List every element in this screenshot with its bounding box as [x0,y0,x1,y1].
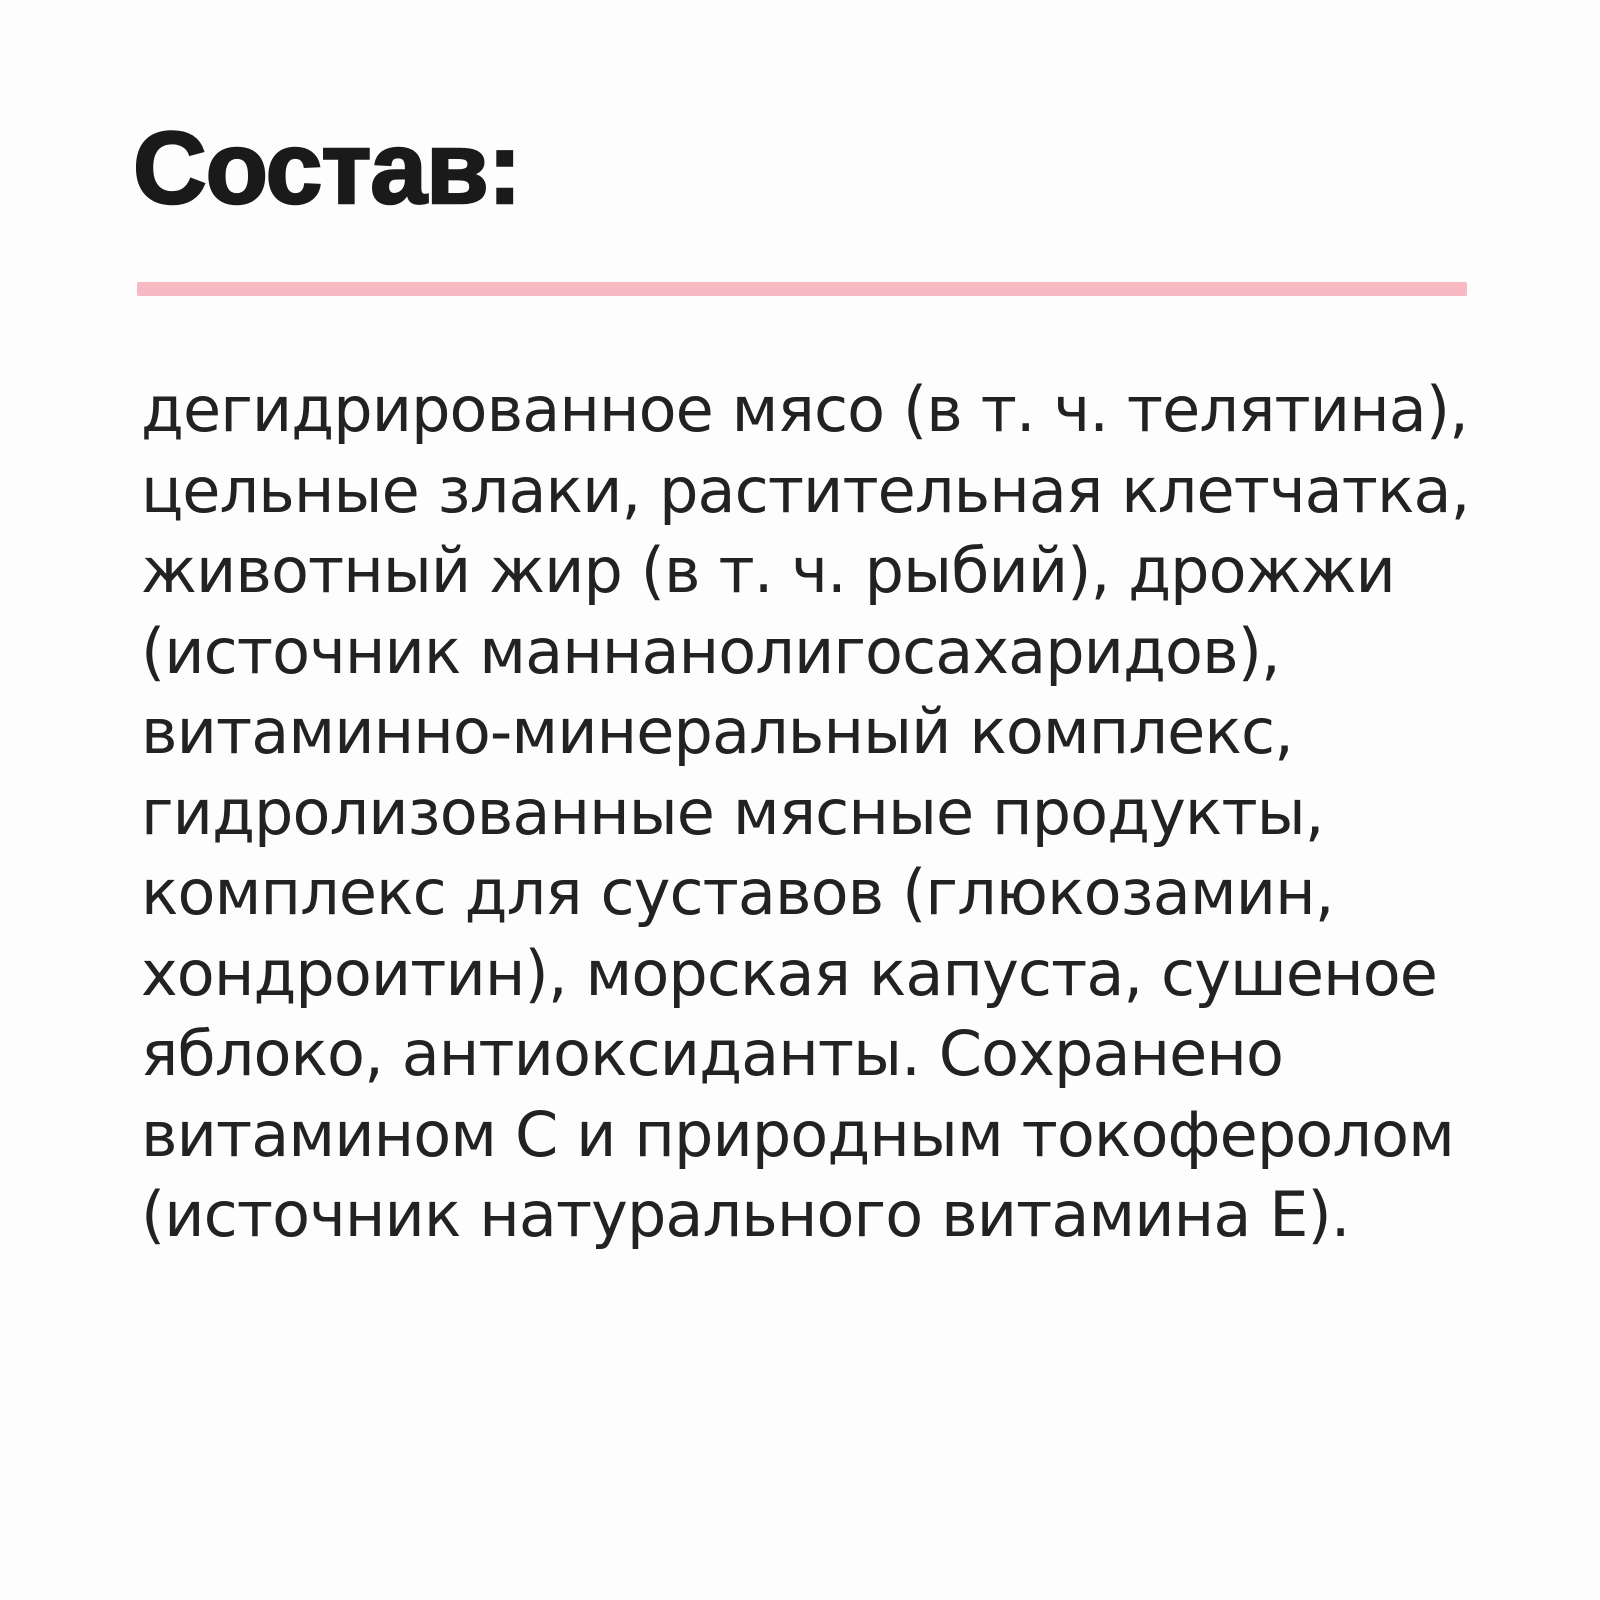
page-title: Состав: [133,111,521,225]
ingredients-line: гидролизованные мясные продукты, [141,775,1324,849]
ingredients-text [141,370,1469,1256]
ingredients-line: витамином С и природным токоферолом [141,1097,1454,1171]
ingredients-line: хондроитин), морская капуста, сушеное [141,936,1438,1010]
ingredients-line: дегидрированное мясо (в т. ч. телятина), [141,373,1468,446]
ingredients-line: яблоко, антиоксиданты. Сохранено [141,1017,1284,1090]
ingredients-line: (источник маннанолигосахаридов), [141,614,1280,688]
ingredients-line: комплекс для суставов (глюкозамин, [141,856,1334,929]
ingredients-line: витаминно-минеральный комплекс, [141,695,1293,768]
accent-divider [137,282,1467,296]
ingredients-line: цельные злаки, растительная клетчатка, [141,453,1470,527]
ingredients-line: животный жир (в т. ч. рыбий), дрожжи [141,534,1395,607]
ingredients-line: (источник натурального витамина Е). [141,1178,1350,1251]
